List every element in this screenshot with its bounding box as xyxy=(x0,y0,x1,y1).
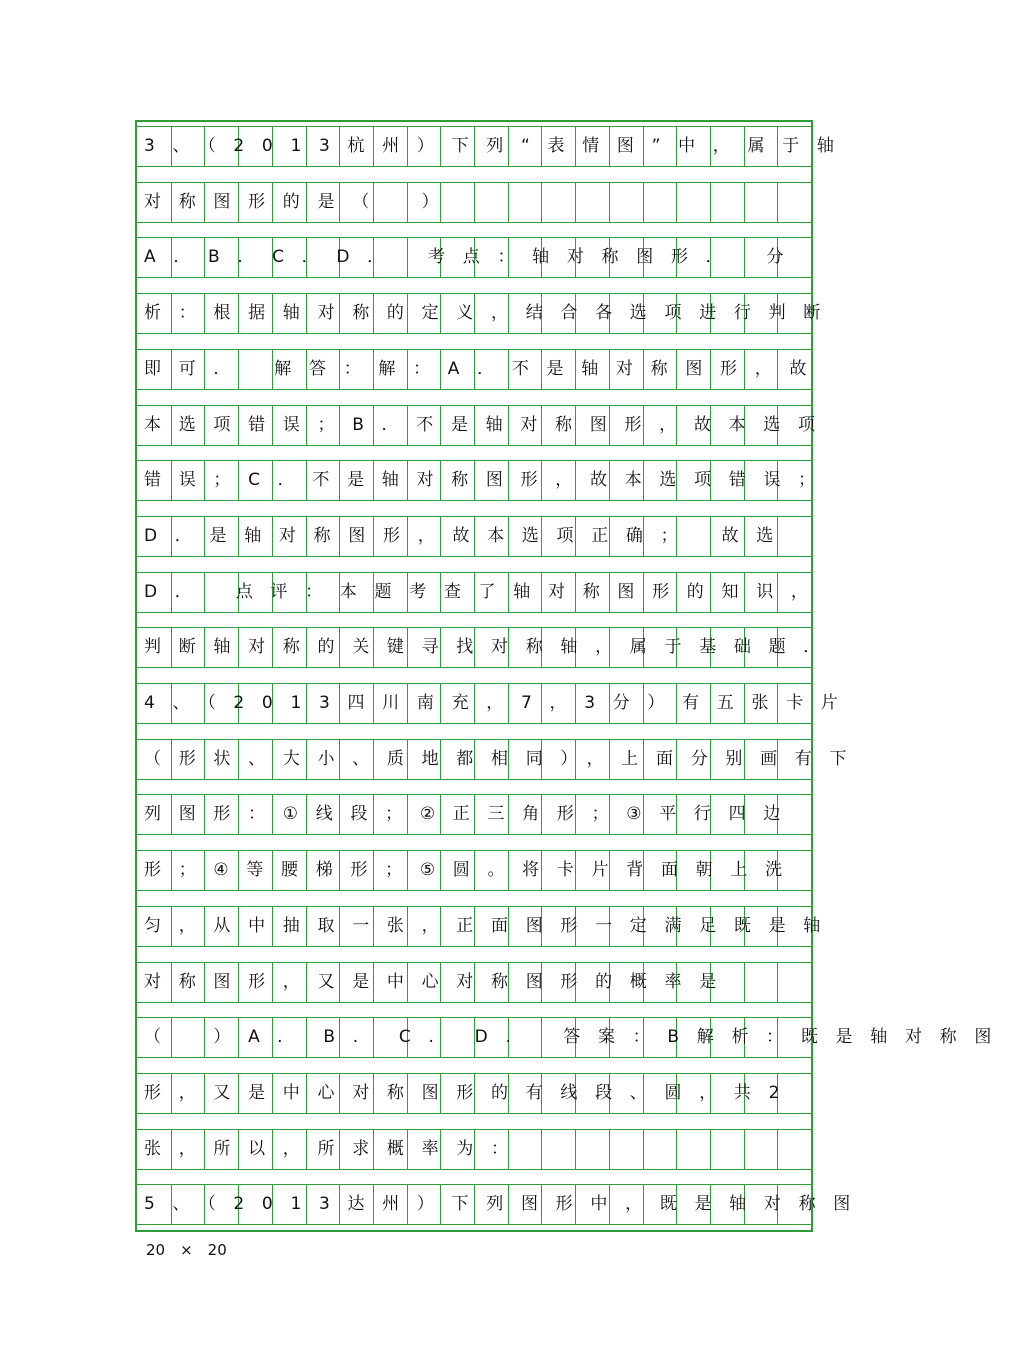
grid-row xyxy=(137,182,811,223)
grid-row xyxy=(137,1129,811,1170)
grid-row xyxy=(137,126,852,167)
grid-row xyxy=(137,1073,811,1114)
grid-row-text: 错误；C．不是轴对称图形，故本选项错误； xyxy=(144,470,833,491)
grid-row xyxy=(137,794,811,835)
grid-row xyxy=(137,1017,1009,1058)
grid-row xyxy=(137,349,825,390)
grid-row-text: 对称图形的是（ ） xyxy=(144,191,457,212)
grid-row-text: 列图形：①线段；②正三角形；③平行四边 xyxy=(144,804,799,825)
grid-row-text: 形，又是中心对称图形的有线段、圆，共2 xyxy=(144,1082,798,1103)
grid-row xyxy=(137,460,833,501)
grid-row-text: （形状、大小、质地都相同），上面分别画有下 xyxy=(144,748,865,769)
grid-row-text: D．是轴对称图形，故本选项正确； 故选 xyxy=(144,525,791,546)
grid-row xyxy=(137,962,811,1003)
grid-row xyxy=(137,293,838,334)
grid-row xyxy=(137,683,856,724)
grid-row-text: 匀，从中抽取一张，正面图形一定满足既是轴 xyxy=(144,915,838,936)
grid-row-text: D． 点评：本题考查了轴对称图形的知识， xyxy=(144,581,826,602)
grid-row-text: 本选项错误；B．不是轴对称图形，故本选项 xyxy=(144,414,833,435)
grid-row xyxy=(137,739,865,780)
grid-row xyxy=(137,627,838,668)
grid-row-text: 即可． 解答：解：A．不是轴对称图形，故 xyxy=(144,358,825,379)
grid-row-text: 析：根据轴对称的定义，结合各选项进行判断 xyxy=(144,303,838,324)
grid-row-text: （ ）A. B. C. D. 答案：B解析：既是轴对称图 xyxy=(144,1027,1009,1048)
grid-row xyxy=(137,572,826,613)
grid-row xyxy=(137,237,811,278)
grid-row-text: 判断轴对称的关键寻找对称轴，属于基础题． xyxy=(144,637,838,658)
grid-row-text: 4、（2013四川南充，7，3分）有五张卡片 xyxy=(144,693,856,713)
grid-row xyxy=(137,850,811,891)
grid-row-text: 对称图形，又是中心对称图形的概率是 xyxy=(144,971,734,992)
grid-row-text: 形；④等腰梯形；⑤圆。将卡片背面朝上洗 xyxy=(144,860,800,881)
grid-row xyxy=(137,405,833,446)
grid-row-text: 张，所以，所求概率为： xyxy=(144,1138,526,1159)
grid-row-text: 5、（2013达州）下列图形中，既是轴对称图 xyxy=(144,1194,868,1215)
grid-row xyxy=(137,516,811,557)
grid-row-text: 3、（2013杭州）下列“表情图”中，属于轴 xyxy=(144,136,852,156)
grid-sheet xyxy=(135,120,1009,1232)
grid-row xyxy=(137,906,838,947)
grid-row-text: A．B．C．D． 考点：轴对称图形． 分 xyxy=(144,247,802,268)
grid-size-label: 20 × 20 xyxy=(146,1241,227,1259)
grid-row xyxy=(137,1184,868,1225)
